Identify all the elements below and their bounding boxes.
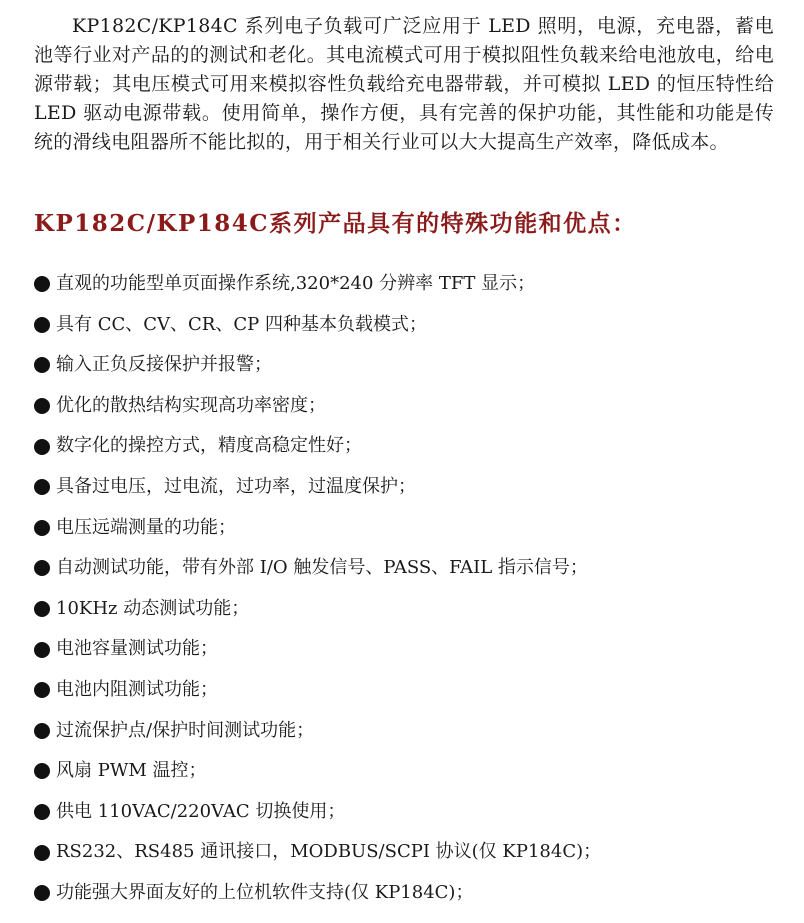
feature-text: 自动测试功能，带有外部 I/O 触发信号、PASS、FAIL 指示信号； — [56, 557, 588, 579]
feature-text: 供电 110VAC/220VAC 切换使用； — [56, 800, 346, 822]
bullet-icon — [34, 520, 50, 536]
bullet-icon — [34, 560, 50, 576]
bullet-icon — [34, 439, 50, 455]
feature-text: 10KHz 动态测试功能； — [56, 597, 250, 619]
bullet-icon — [34, 642, 50, 658]
intro-paragraph: KP182C/KP184C 系列电子负载可广泛应用于 LED 照明，电源，充电器，蓄电池等行业对产品的的测试和老化。其电流模式可用于模拟阻性负载来给电池放电，给电源带载；其电压模式可用来模拟容性负载给充电器带载，并可模拟 LED 的恒压特性给 LED 驱动电源带载。使用简单，操作方便，具有完善的保护功能，其性能和功能是传统的滑线电阻器所不能比拟的，用于相关行业可以大大提高生产效率，降低成本。 — [34, 15, 774, 153]
bullet-icon — [34, 845, 50, 861]
feature-text: 优化的散热结构实现高功率密度； — [56, 394, 326, 416]
bullet-icon — [34, 682, 50, 698]
feature-text: 直观的功能型单页面操作系统,320*240 分辨率 TFT 显示； — [56, 273, 536, 294]
bullet-icon — [34, 357, 50, 373]
section-heading: KP182C/KP184C系列产品具有的特殊功能和优点： — [34, 210, 637, 237]
feature-item — [34, 548, 601, 589]
feature-text: 输入正负反接保护并报警； — [56, 354, 272, 376]
feature-item — [34, 305, 601, 346]
feature-text: 数字化的操控方式，精度高稳定性好； — [56, 435, 362, 457]
feature-item — [34, 629, 601, 670]
bullet-icon — [34, 763, 50, 779]
feature-item — [34, 589, 601, 630]
feature-item — [34, 832, 601, 873]
bullet-icon — [34, 723, 50, 739]
feature-text: 过流保护点/保护时间测试功能； — [56, 719, 315, 741]
bullet-icon — [34, 601, 50, 617]
feature-item — [34, 670, 601, 711]
feature-text: 功能强大界面友好的上位机软件支持(仅 KP184C)； — [56, 881, 474, 903]
bullet-icon — [34, 885, 50, 901]
feature-list — [34, 264, 601, 914]
feature-item — [34, 711, 601, 752]
feature-item — [34, 426, 601, 467]
feature-text: 电池内阻测试功能； — [56, 678, 218, 700]
feature-item — [34, 264, 601, 305]
bullet-icon — [34, 479, 50, 495]
feature-item — [34, 792, 601, 833]
feature-text: 电压远端测量的功能； — [56, 516, 236, 538]
feature-text: 具有 CC、CV、CR、CP 四种基本负载模式； — [56, 313, 427, 335]
feature-item — [34, 386, 601, 427]
feature-text: 电池容量测试功能； — [56, 638, 218, 660]
feature-text: 具备过电压，过电流，过功率，过温度保护； — [56, 475, 416, 497]
feature-text: 风扇 PWM 温控； — [56, 760, 207, 782]
feature-item — [34, 345, 601, 386]
feature-item — [34, 467, 601, 508]
bullet-icon — [34, 276, 50, 292]
feature-item — [34, 751, 601, 792]
bullet-icon — [34, 317, 50, 333]
feature-item — [34, 508, 601, 549]
feature-text: RS232、RS485 通讯接口，MODBUS/SCPI 协议(仅 KP184C)； — [56, 841, 602, 863]
bullet-icon — [34, 398, 50, 414]
bullet-icon — [34, 804, 50, 820]
feature-item — [34, 873, 601, 914]
